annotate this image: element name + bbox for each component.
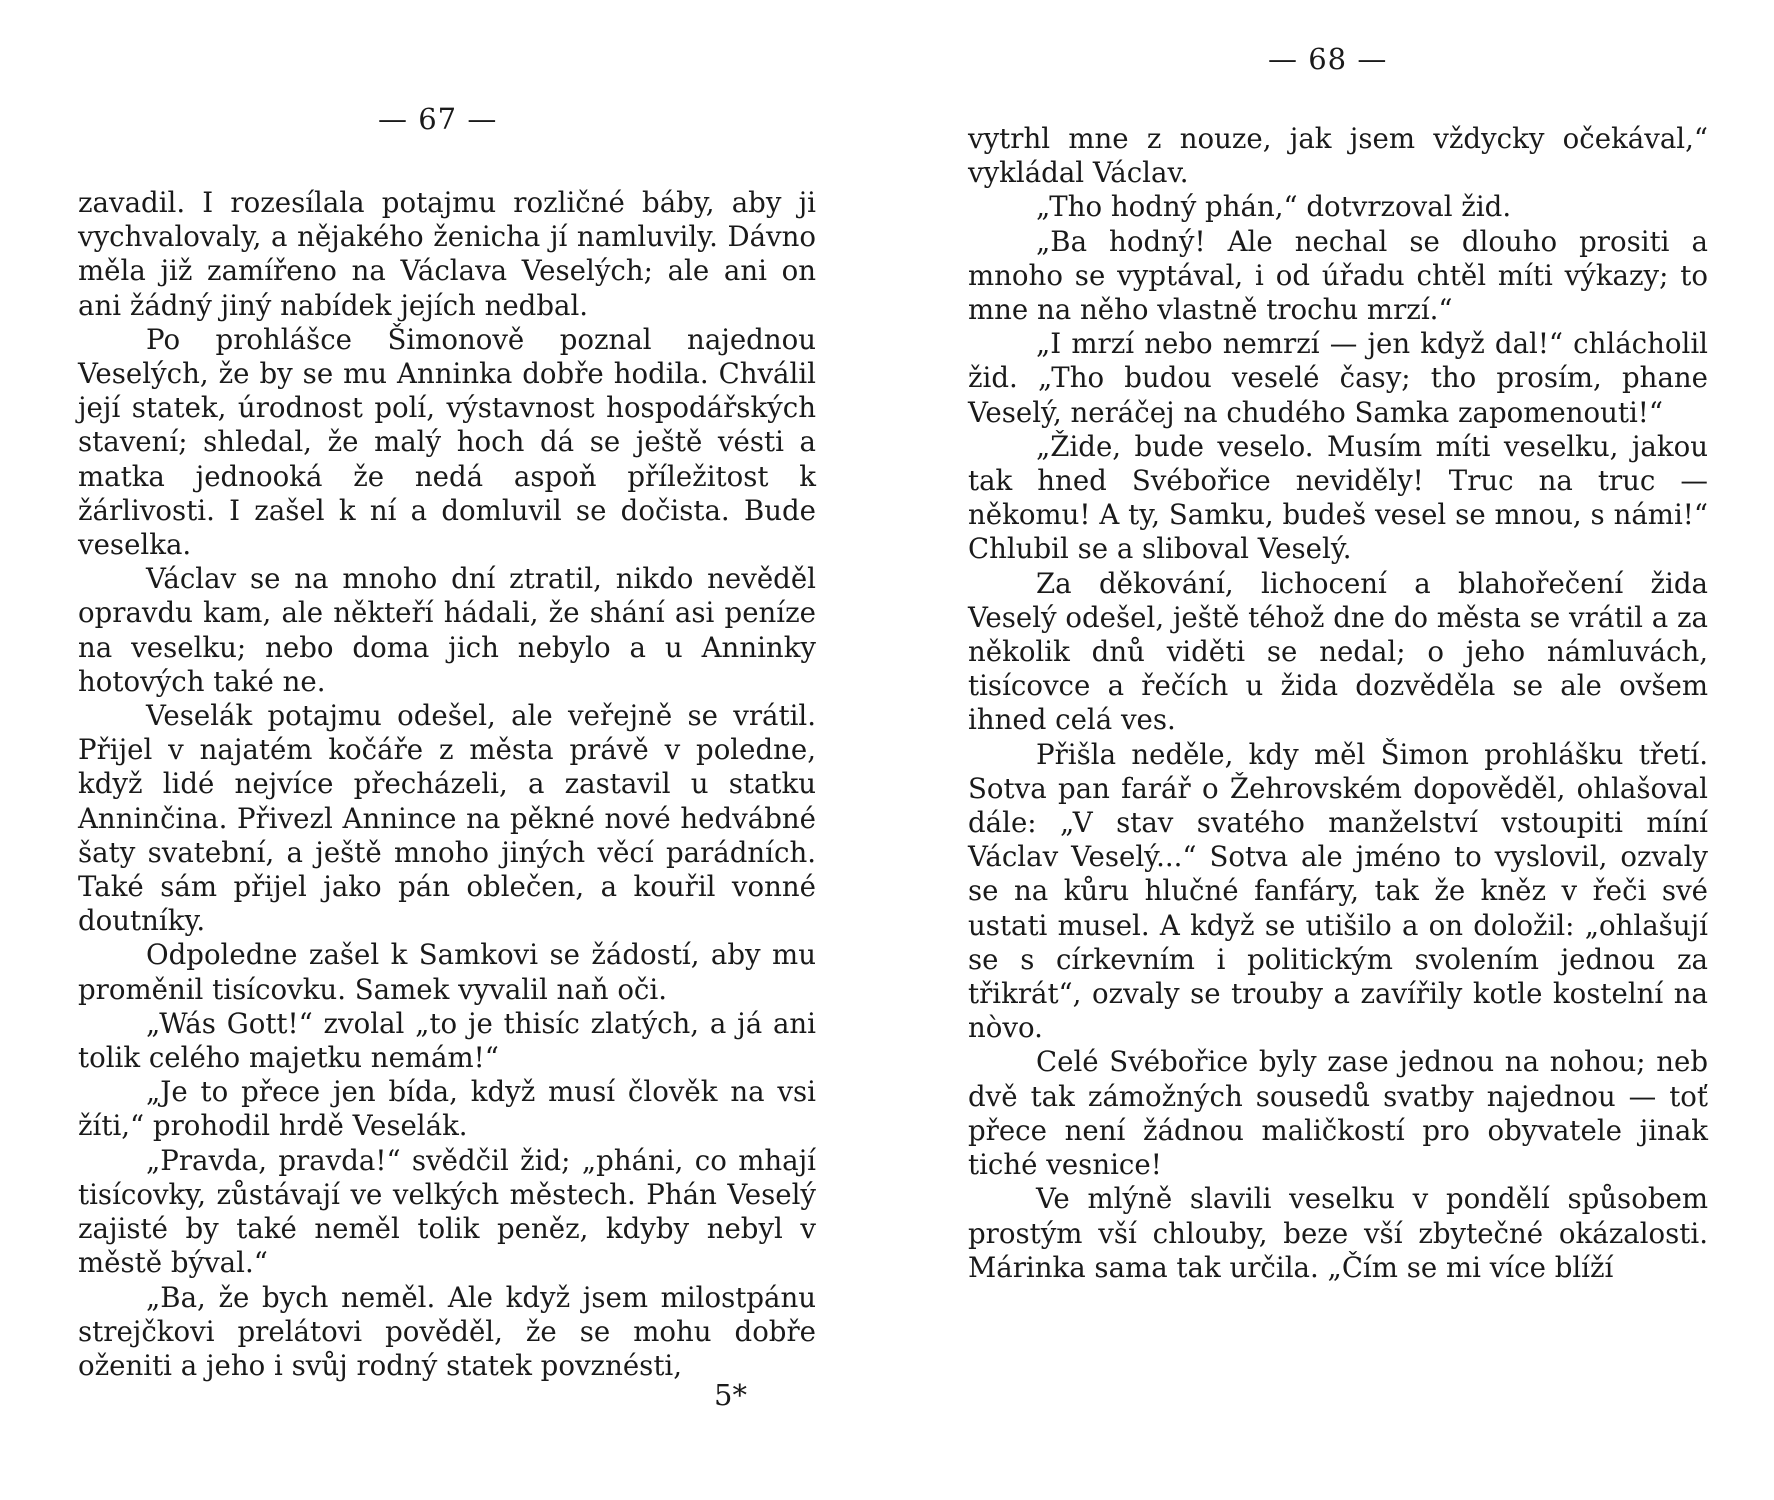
paragraph: „Ba hodný! Ale nechal se dlouho prositi a mnoho se vyptával, i od úřadu chtěl míti výkazy; to mne na něho vlastně trochu mrzí.“ bbox=[968, 224, 1708, 327]
paragraph: Václav se na mnoho dní ztratil, nikdo nevěděl opravdu kam, ale někteří hádali, že shání asi peníze na veselku; nebo doma jich nebylo a u Anninky hotových také ne. bbox=[78, 562, 816, 698]
paragraph: zavadil. I rozesílala potajmu rozličné báby, aby ji vychvalovaly, a nějakého ženicha jí namluvily. Dávno měla již zamířeno na Václava Veselých; ale ani on ani žádný jiný nabídek jejích nedbal. bbox=[78, 186, 816, 322]
signature-mark: 5* bbox=[714, 1378, 747, 1412]
paragraph: Veselák potajmu odešel, ale veřejně se vrátil. Přijel v najatém kočáře z města právě v poledne, když lidé nejvíce přecházeli, a zastavil u statku Anninčina. Přivezl Annince na pěkné nové hedvábné šaty svatební, a ještě mnoho jiných věcí parádních. Také sám přijel jako pán oblečen, a kouřil vonné doutníky. bbox=[78, 699, 816, 938]
paragraph: vytrhl mne z nouze, jak jsem vždycky očekával,“ vykládal Václav. bbox=[968, 122, 1708, 190]
left-page-text bbox=[78, 186, 816, 1383]
paragraph: „Žide, bude veselo. Musím míti veselku, jakou tak hned Svébořice neviděly! Truc na truc — někomu! A ty, Samku, budeš vesel se mnou, s námi!“ Chlubil se a sliboval Veselý. bbox=[968, 429, 1708, 566]
right-page-number: — 68 — bbox=[1268, 42, 1388, 76]
paragraph: Za děkování, lichocení a blahořečení žida Veselý odešel, ještě téhož dne do města se vrátil a za několik dnů viděti se nedal; o jeho námluvách, tisícovce a řečích u žida dozvěděla se ale ovšem ihned celá ves. bbox=[968, 566, 1708, 737]
paragraph: „I mrzí nebo nemrzí — jen když dal!“ chlácholil žid. „Tho budou veselé časy; tho prosím, phane Veselý, neráčej na chudého Samka zapomenouti!“ bbox=[968, 327, 1708, 429]
right-page-text bbox=[968, 122, 1708, 1285]
paragraph: Celé Svébořice byly zase jednou na nohou; neb dvě tak zámožných sousedů svatby najednou — toť přece není žádnou maličkostí pro obyvatele jinak tiché vesnice! bbox=[968, 1045, 1708, 1182]
paragraph: Po prohlášce Šimonově poznal najednou Veselých, že by se mu Anninka dobře hodila. Chválil její statek, úrodnost polí, výstavnost hospodářských stavení; shledal, že malý hoch dá se ještě vésti a matka jednooká že nedá aspoň příležitost k žárlivosti. I zašel k ní a domluvil se dočista. Bude veselka. bbox=[78, 322, 816, 562]
paragraph: „Ba, že bych neměl. Ale když jsem milostpánu strejčkovi prelátovi pověděl, že se mohu dobře oženiti a jeho i svůj rodný statek povznésti, bbox=[78, 1280, 816, 1382]
paragraph: „Pravda, pravda!“ svědčil žid; „pháni, co mhají tisícovky, zůstávají ve velkých městech. Phán Veselý zajisté by také neměl tolik peněz, kdyby nebyl v městě býval.“ bbox=[78, 1143, 816, 1280]
paragraph: Přišla neděle, kdy měl Šimon prohlášku třetí. Sotva pan farář o Žehrovském dopověděl, ohlašoval dále: „V stav svatého manželství vstoupiti míní Václav Veselý...“ Sotva ale jméno to vyslovil, ozvaly se na kůru hlučné fanfáry, tak že kněz v řeči své ustati musel. A když se utišilo a on doložil: „ohlašují se s církevním i politickým svolením jednou za třikrát“, ozvaly se trouby a zavířily kotle kostelní na nòvo. bbox=[968, 737, 1708, 1045]
left-page-number: — 67 — bbox=[378, 102, 498, 136]
paragraph: „Je to přece jen bída, když musí člověk na vsi žíti,“ prohodil hrdě Veselák. bbox=[78, 1075, 816, 1143]
paragraph: „Tho hodný phán,“ dotvrzoval žid. bbox=[1036, 190, 1512, 224]
paragraph: Ve mlýně slavili veselku v pondělí spůsobem prostým vší chlouby, beze vší zbytečné okázalosti. Márinka sama tak určila. „Čím se mi více blíží bbox=[968, 1182, 1708, 1284]
paragraph: „Wás Gott!“ zvolal „to je thisíc zlatých, a já ani tolik celého majetku nemám!“ bbox=[78, 1006, 816, 1075]
paragraph: Odpoledne zašel k Samkovi se žádostí, aby mu proměnil tisícovku. Samek vyvalil naň oči. bbox=[78, 938, 816, 1006]
